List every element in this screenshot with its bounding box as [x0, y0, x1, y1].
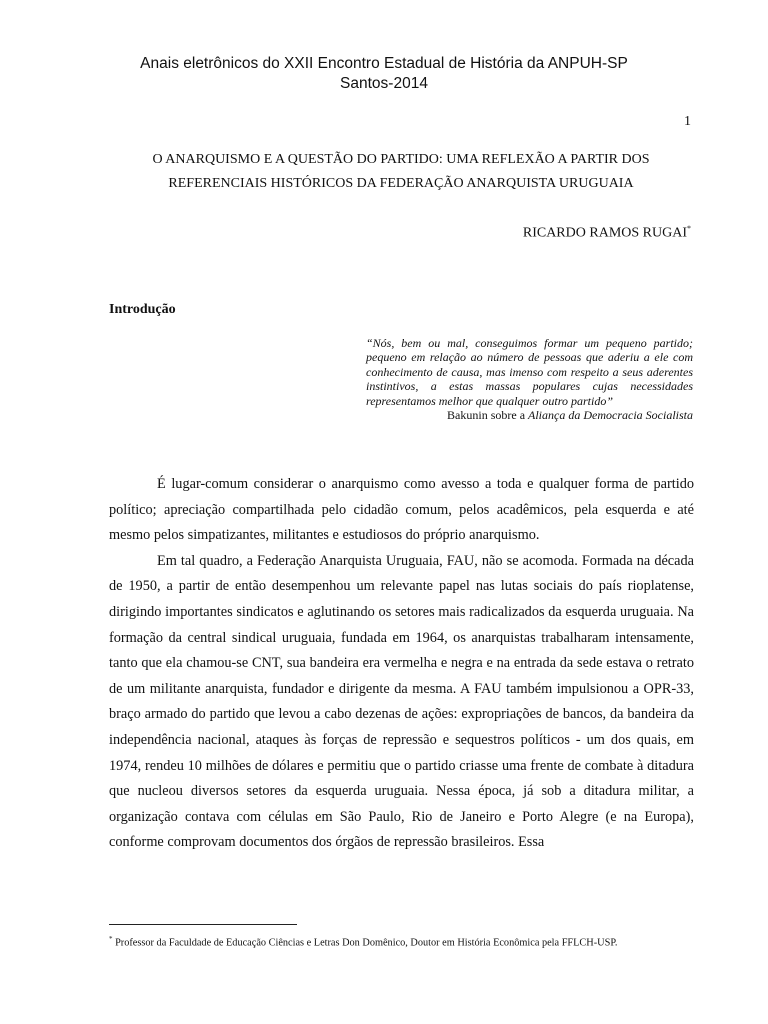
footnote-text: Professor da Faculdade de Educação Ciências e Letras Don Domênico, Doutor em História Econômica pela FFLCH-USP. [112, 937, 618, 949]
header-line-1: Anais eletrônicos do XXII Encontro Estadual de História da ANPUH-SP [140, 55, 628, 72]
paragraph-2: Em tal quadro, a Federação Anarquista Uruguaia, FAU, não se acomoda. Formada na década de 1950, a partir de então desempenhou um relevante papel nas lutas sociais do país rioplatense, dirigindo importantes sindicatos e aglutinando os setores mais radicalizados da esquerda uruguaia. Na formação da central sindical uruguaia, fundada em 1964, os anarquistas trabalharam intensamente, tanto que ela chamou-se CNT, sua bandeira era vermelha e negra e na entrada da sede estava o retrato de um militante anarquista, fundador e dirigente da mesma. A FAU também impulsionou a OPR-33, braço armado do partido que levou a cabo dezenas de ações: expropriações de bancos, da bandeira da independência nacional, ataques às forças de repressão e sequestros políticos - um dos quais, em 1974, rendeu 10 milhões de dólares e permitiu que o partido criasse uma frente de combate à ditadura que nucleou diversos setores da esquerda uruguaia. Nessa época, já sob a ditadura militar, a organização contava com células em São Paulo, Rio de Janeiro e Porto Alegre (e na Europa), conforme comprovam documentos dos órgãos de repressão brasileiros. Essa [109, 552, 694, 851]
title-line-1: O ANARQUISMO E A QUESTÃO DO PARTIDO: UMA REFLEXÃO A PARTIR DOS [152, 152, 650, 167]
author-footnote-mark: * [687, 224, 691, 233]
epigraph [366, 336, 693, 422]
body-text [109, 472, 694, 856]
footnote [109, 933, 709, 949]
section-heading: Introdução [109, 302, 176, 317]
article-title [108, 148, 694, 196]
footnote-divider [109, 924, 297, 925]
page-number: 1 [684, 114, 691, 129]
epigraph-attribution [366, 408, 693, 422]
conference-header [0, 54, 768, 94]
epigraph-quote: “Nós, bem ou mal, conseguimos formar um pequeno partido; pequeno em relação ao número de pessoas que aderiu a ele com conhecimento de causa, mas imenso com respeito a seus aderentes instintivos, a estas massas populares cujas necessidades representamos melhor que qualquer outro partido” [366, 336, 693, 408]
paragraph-1: É lugar-comum considerar o anarquismo como avesso a toda e qualquer forma de partido político; apreciação compartilhada pelo cidadão comum, pelos acadêmicos, pela esquerda e até mesmo pelos simpatizantes, militantes e estudiosos do próprio anarquismo. [109, 476, 694, 544]
author-name: RICARDO RAMOS RUGAI [522, 225, 687, 241]
attribution-prefix: Bakunin sobre a [447, 408, 529, 423]
footnote-mark: * [109, 935, 113, 943]
attribution-work: Aliança da Democracia Socialista [528, 408, 693, 423]
header-line-2: Santos-2014 [340, 75, 428, 92]
author [523, 224, 691, 242]
title-line-2: REFERENCIAIS HISTÓRICOS DA FEDERAÇÃO ANARQUISTA URUGUAIA [168, 176, 634, 191]
